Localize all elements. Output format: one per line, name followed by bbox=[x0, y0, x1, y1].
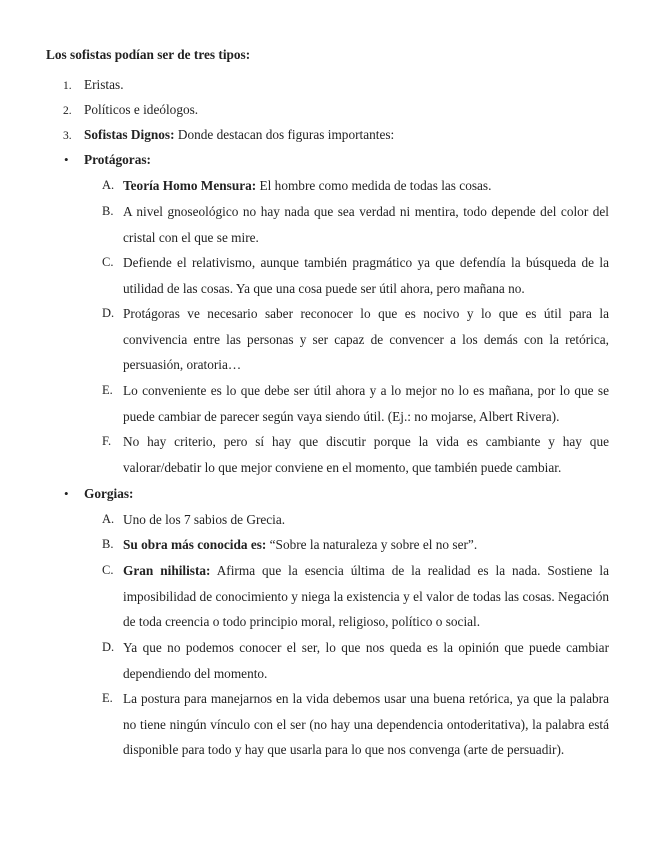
gorgias-item-e bbox=[102, 686, 609, 763]
list-item-text: Políticos e ideólogos. bbox=[84, 102, 199, 117]
list-item-3 bbox=[63, 122, 394, 150]
bullet-icon: • bbox=[64, 486, 69, 501]
item-marker: E. bbox=[102, 383, 113, 397]
gorgias-item-c bbox=[102, 558, 609, 635]
protagoras-item-a bbox=[102, 173, 609, 199]
list-item-text: Eristas. bbox=[84, 77, 124, 92]
item-text: La postura para manejarnos en la vida debemos usar una buena retórica, ya que la palabra no tiene ningún vínculo con el ser (no hay una dependencia ontoderitativa), la palabra está disponible para todo y hay que usarla para lo que nos convenga (arte de persuadir). bbox=[123, 691, 609, 758]
item-marker: C. bbox=[102, 563, 114, 577]
item-text: “Sobre la naturaleza y sobre el no ser”. bbox=[266, 537, 478, 552]
list-marker: 2. bbox=[63, 105, 72, 117]
item-marker: A. bbox=[102, 512, 115, 526]
item-marker: D. bbox=[102, 640, 115, 654]
item-text: Protágoras ve necesario saber reconocer lo que es nocivo y lo que es útil para la convivencia entre las personas y ser capaz de convencer a los demás con la retórica, persuasión, oratoria… bbox=[123, 306, 609, 373]
item-text: Afirma que la esencia última de la realidad es la nada. Sostiene la imposibilidad de conocimiento y niega la existencia y el valor de todas las cosas. Negación de toda creencia o todo principio moral, religioso, político o social. bbox=[123, 563, 609, 630]
item-marker: B. bbox=[102, 537, 114, 551]
item-text: Uno de los 7 sabios de Grecia. bbox=[123, 512, 286, 527]
list-item-text: Donde destacan dos figuras importantes: bbox=[174, 127, 395, 142]
item-marker: F. bbox=[102, 434, 112, 448]
item-marker: B. bbox=[102, 204, 114, 218]
list-item-bold: Sofistas Dignos: bbox=[84, 127, 175, 142]
gorgias-item-b bbox=[102, 532, 609, 558]
item-text: El hombre como medida de todas las cosas. bbox=[256, 178, 492, 193]
item-bold: Teoría Homo Mensura: bbox=[123, 178, 257, 193]
bullet-label: Protágoras: bbox=[84, 152, 151, 167]
item-bold: Su obra más conocida es: bbox=[123, 537, 267, 552]
section-heading: Los sofistas podían ser de tres tipos: bbox=[46, 47, 251, 62]
item-marker: A. bbox=[102, 178, 115, 192]
bullet-icon: • bbox=[64, 152, 69, 167]
bullet-protagoras bbox=[64, 147, 151, 173]
bullet-gorgias bbox=[64, 481, 134, 507]
protagoras-item-c bbox=[102, 250, 609, 301]
item-text: No hay criterio, pero sí hay que discutir porque la vida es cambiante y hay que valorar/debatir lo que mejor conviene en el momento, que también puede cambiar. bbox=[123, 434, 609, 475]
list-marker: 1. bbox=[63, 80, 72, 92]
list-item-2 bbox=[63, 97, 198, 125]
protagoras-item-f bbox=[102, 429, 609, 480]
gorgias-item-d bbox=[102, 635, 609, 686]
protagoras-item-e bbox=[102, 378, 609, 429]
list-marker: 3. bbox=[63, 130, 72, 142]
bullet-label: Gorgias: bbox=[84, 486, 134, 501]
item-text: Defiende el relativismo, aunque también pragmático ya que defendía la búsqueda de la utilidad de las cosas. Ya que una cosa puede ser útil ahora, pero mañana no. bbox=[123, 255, 609, 296]
item-text: Lo conveniente es lo que debe ser útil ahora y a lo mejor no lo es mañana, por lo que se puede cambiar de parecer según vaya siendo útil. (Ej.: no mojarse, Albert Rivera). bbox=[123, 383, 609, 424]
item-text: Ya que no podemos conocer el ser, lo que nos queda es la opinión que puede cambiar dependiendo del momento. bbox=[123, 640, 609, 681]
protagoras-item-d bbox=[102, 301, 609, 378]
protagoras-item-b bbox=[102, 199, 609, 250]
gorgias-item-a bbox=[102, 507, 609, 533]
item-text: A nivel gnoseológico no hay nada que sea verdad ni mentira, todo depende del color del cristal con el que se mire. bbox=[123, 204, 609, 245]
item-marker: D. bbox=[102, 306, 115, 320]
item-bold: Gran nihilista: bbox=[123, 563, 211, 578]
item-marker: E. bbox=[102, 691, 113, 705]
item-marker: C. bbox=[102, 255, 114, 269]
list-item-1 bbox=[63, 72, 124, 100]
